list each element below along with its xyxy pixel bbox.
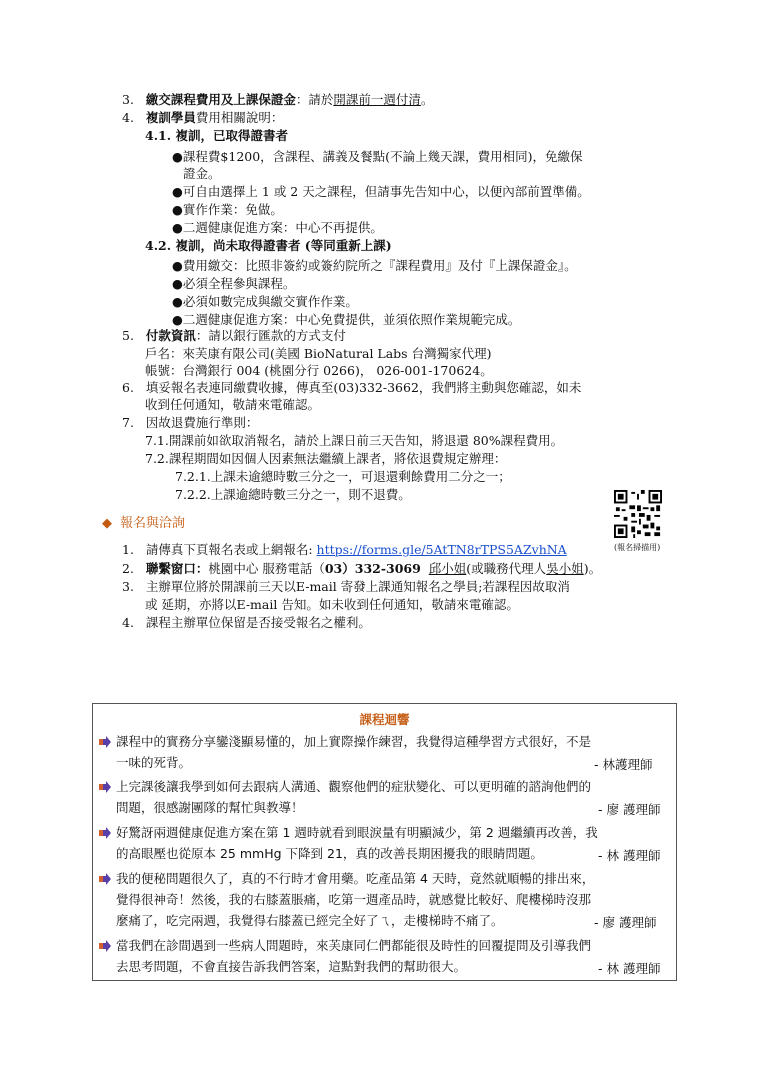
feedback-signature: - 林 護理師 [598,961,661,976]
punctuation: 。 [420,92,434,107]
refund-rule: 7.1.開課前如欲取消報名，請於上課日前三天告知，將退還 80%課程費用。 [145,433,564,448]
feedback-title: 課程迴響 [359,712,410,727]
diamond-bullet-icon: ◆ [102,516,112,531]
item-text: 桃園中心 服務電話（ [208,561,325,576]
item-title: 複訓學員 [145,110,196,125]
item-text: 課程主辦單位保留是否接受報名之權利。 [145,615,371,630]
item-number: 3. [122,92,134,107]
contact-name: 吳小姐 [546,561,584,576]
list-item: ●可自由選擇上 1 或 2 天之課程，但請事先告知中心，以便內部前置準備。 [172,184,590,199]
qr-caption: (報名掃描用) [614,543,661,552]
item-text: ：請於 [295,92,334,107]
feedback-signature: - 廖 護理師 [594,915,657,930]
arrow-bullet-icon [99,827,111,839]
item-text: 填妥報名表連同繳費收據，傳真至(03)332-3662，我們將主動與您確認，如未 [145,380,582,395]
list-item-text: 二週健康促進方案：中心不再提供。 [182,220,383,235]
feedback-line: 的高眼壓也從原本 25 mmHg 下降到 21，真的改善長期困擾我的眼睛問題。 [116,846,543,861]
list-item: ●必須如數完成與繳交實作作業。 [172,294,358,309]
item-number: 4. [122,110,134,125]
item-text: 主辦單位將於開課前三天以E-mail 寄發上課通知報名之學員;若課程因故取消 [145,579,570,594]
list-item-text: 課程費$1200，含課程、講義及餐點(不論上幾天課，費用相同)，免繳保 [182,149,583,164]
item-number: 2. [122,561,134,576]
item-5 [122,328,346,344]
item-6 [122,380,581,396]
signup-item-4 [122,615,371,631]
item-text: (或職務代理人 [466,561,547,576]
item-6-cont: 收到任何通知，敬請來電確認。 [145,397,321,412]
item-title: 繳交課程費用及上課保證金 [145,92,296,107]
refund-rule: 7.2.2.上課逾總時數三分之一，則不退費。 [175,487,411,502]
item-title: 聯繫窗口： [145,561,209,576]
list-item: ●二週健康促進方案：中心不再提供。 [172,220,383,235]
feedback-line: 一味的死背。 [116,755,192,770]
feedback-line: 好驚訝兩週健康促進方案在第 1 週時就看到眼淚量有明顯減少，第 2 週繼續再改善，我 [116,825,598,840]
feedback-line: 上完課後讓我學到如何去跟病人溝通、觀察他們的症狀變化、可以更明確的諮詢他們的 [116,779,592,794]
list-item: ●實作作業：免做。 [172,202,283,217]
contact-name: 邱小姐 [428,561,467,576]
feedback-signature: - 林 護理師 [598,848,661,863]
punctuation: )。 [583,561,602,576]
subheading-4-2: 4.2. 複訓，尚未取得證書者 (等同重新上課) [145,238,392,253]
refund-rule: 7.2.1.上課未逾總時數三分之一，可退還剩餘費用二分之一； [175,469,511,484]
item-number: 6. [122,380,134,395]
arrow-bullet-icon [99,873,111,885]
item-3 [122,92,433,108]
list-item-text: 可自由選擇上 1 或 2 天之課程，但請事先告知中心，以便內部前置準備。 [182,184,590,199]
item-text: 因故退費施行準則： [145,415,259,430]
item-number: 5. [122,328,134,343]
feedback-line: 麼痛了，吃完兩週，我覺得右膝蓋已經完全好了ㄟ，走樓梯時不痛了。 [116,913,504,928]
emphasis-text: 開課前一週付清 [333,92,421,107]
list-item: ●必須全程參與課程。 [172,276,296,291]
list-item: ●課程費$1200，含課程、講義及餐點(不論上幾天課，費用相同)，免繳保 [172,149,583,164]
feedback-signature: - 廖 護理師 [598,802,661,817]
item-text: 費用相關說明： [195,110,284,125]
feedback-line: 當我們在診間遇到一些病人問題時，來芙康同仁們都能很及時性的回覆提問及引導我們 [116,938,592,953]
refund-rule: 7.2.課程期間如因個人因素無法繼續上課者，將依退費規定辦理： [145,451,507,466]
feedback-line: 去思考問題，不會直接告訴我們答案，這點對我們的幫助很大。 [116,959,467,974]
signup-item-3-cont: 或 延期，亦將以E-mail 告知。如未收到任何通知，敬請來電確認。 [145,597,519,612]
signup-header-text: 報名與洽詢 [119,516,185,531]
feedback-line: 我的便秘問題很久了，真的不行時才會用藥。吃產品第 4 天時，竟然就順暢的排出來， [116,871,595,886]
item-number: 7. [122,415,134,430]
item-text: 請傳真下頁報名表或上網報名: [145,542,317,557]
feedback-line: 課程中的實務分享鑾淺顯易懂的，加上實際操作練習，我覺得這種學習方式很好，不是 [116,734,592,749]
list-item-text: 必須全程參與課程。 [182,276,296,291]
item-number: 4. [122,615,134,630]
signup-header [102,515,185,532]
account-name: 戶名：來芙康有限公司(美國 BioNatural Labs 台灣獨家代理) [145,346,492,361]
signup-item-1 [122,542,567,558]
item-number: 1. [122,542,134,557]
feedback-line: 覺得很神奇！然後，我的右膝蓋脹痛，吃第一週產品時，就感覺比較好、爬樓梯時沒那 [116,892,592,907]
phone-number: 03）332-3069 [324,561,421,576]
subheading-4-1: 4.1. 複訓，已取得證書者 [145,128,288,143]
item-number: 3. [122,579,134,594]
qr-code-icon[interactable] [614,490,662,538]
arrow-bullet-icon [99,940,111,952]
list-item-text: 必須如數完成與繳交實作作業。 [182,294,358,309]
list-item-text: 費用繳交：比照非簽約或簽約院所之『課程費用』及付『上課保證金』。 [182,258,577,273]
item-title: 付款資訊 [145,328,196,343]
feedback-signature: - 林護理師 [594,757,653,772]
arrow-bullet-icon [99,781,111,793]
feedback-line: 問題，很感謝團隊的幫忙與教導！ [116,800,304,815]
registration-link[interactable]: https://forms.gle/5AtTN8rTPS5AZvhNA [316,542,567,557]
item-text: ：請以銀行匯款的方式支付 [195,328,346,343]
item-7 [122,415,258,431]
list-item-cont: 證金。 [183,166,221,181]
signup-item-3 [122,579,570,595]
item-4 [122,110,283,126]
list-item-text: 實作作業：免做。 [182,202,283,217]
list-item: ●二週健康促進方案：中心免費提供，並須依照作業規範完成。 [172,312,521,327]
list-item: ●費用繳交：比照非簽約或簽約院所之『課程費用』及付『上課保證金』。 [172,258,577,273]
list-item-text: 二週健康促進方案：中心免費提供，並須依照作業規範完成。 [182,312,521,327]
signup-item-2 [122,561,601,577]
arrow-bullet-icon [99,736,111,748]
account-number: 帳號：台灣銀行 004 (桃園分行 0266)， 026-001-170624。 [145,363,493,378]
